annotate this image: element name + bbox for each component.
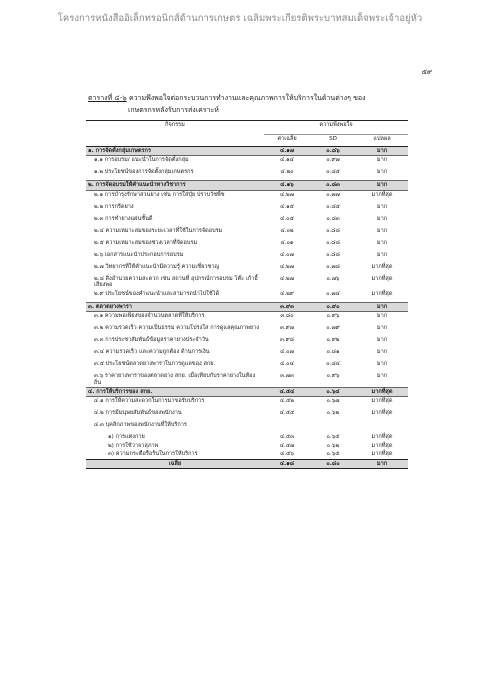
row-sd: ๐.๘๘ — [326, 239, 340, 246]
row-label: ๑. การจัดตั้งกลุ่มเกษตรกร — [86, 147, 264, 156]
section-row — [86, 147, 408, 156]
row-level: มากที่สุด — [371, 410, 393, 417]
row-label: ๒.๙ ประโยชน์ของคำแนะนำและสามารถนำไปใช้ได้ — [94, 290, 220, 297]
row-level: มาก — [376, 325, 388, 332]
satisfaction-table — [86, 120, 408, 469]
row-sd: ๐.๘๕ — [326, 169, 340, 176]
row-label: ๓.๔ ความรวดเร็ว และความถูกต้อง ด้านการเงิน — [94, 349, 210, 356]
row-mean: ๔.๑๘ — [264, 459, 310, 468]
row-label: ๓) ความกระตือรือร้นในการให้บริการ — [108, 451, 198, 458]
header-satisfaction: ความพึงพอใจ — [264, 121, 408, 135]
row-level: มาก — [376, 313, 388, 320]
row-label: ๒.๖ เอกสารแนะนำประกอบการอบรม — [94, 251, 184, 258]
row-sd: ๐.๘๓ — [326, 215, 340, 222]
row-label: ๑) การแต่งกาย — [108, 434, 145, 441]
row-label: ๓. ตลาดยางพารา — [86, 302, 264, 311]
row-label: ๓.๓ การประชาสัมพันธ์ข้อมูลราคายางประจำวัน — [94, 337, 209, 344]
row-level: มาก — [376, 215, 388, 222]
row-level: มากที่สุด — [371, 398, 393, 405]
row-mean: ๔.๒๗ — [280, 275, 294, 282]
table-row — [86, 290, 408, 303]
row-mean — [264, 421, 310, 433]
row-mean: ๔.๒๙ — [280, 290, 294, 297]
row-mean: ๔.๕๕ — [279, 410, 295, 417]
row-sd: ๐.๖๕ — [326, 451, 340, 458]
row-sd: ๐.๘๖ — [310, 147, 356, 156]
row-mean: ๔.๐๒ — [280, 227, 294, 234]
row-sd: ๐.๖๒ — [326, 410, 340, 417]
row-label: ๒.๔ ความเหมาะสมของระยะเวลาที่ใช้ในการจัดอบรม — [94, 227, 223, 234]
row-level: มากที่สุด — [371, 451, 393, 458]
table-row — [86, 227, 408, 239]
row-mean: ๔.๐๗ — [280, 349, 294, 356]
row-level: มาก — [376, 373, 388, 380]
row-label: ๓.๖ ราคายางพาราของตลาดยาง สกย. เมื่อเทียบกับราคายางในท้องถิ่น — [94, 373, 256, 386]
row-mean: ๔.๒๐ — [280, 169, 294, 176]
row-label: ๒.๘ สิ่งอำนวยความสะดวก เช่น สถานที่ อุปกรณ์การอบรม โต๊ะ เก้าอี้ เสียงพอ — [94, 275, 258, 289]
page-number: ๕๙ — [421, 68, 432, 76]
row-mean: ๔.๐๗ — [280, 251, 294, 258]
table-row — [86, 360, 408, 372]
row-sd: ๐.๖๒ — [326, 442, 340, 449]
row-mean: ๓.๗๓ — [280, 373, 294, 380]
row-label: ๒.๑ การบำรุงรักษาสวนยาง เช่น การใส่ปุ๋ย ปราบวัชพืช — [94, 191, 225, 198]
row-sd: ๐.๘๘ — [326, 251, 340, 258]
row-level: มากที่สุด — [371, 290, 393, 297]
row-level: มาก — [356, 147, 408, 156]
row-mean: ๔.๑๗ — [264, 147, 310, 156]
row-level: มาก — [356, 181, 408, 190]
table-row — [86, 348, 408, 360]
row-label: ๒.๒ การกรีดยาง — [94, 203, 134, 210]
row-level: มาก — [376, 251, 388, 258]
row-mean: ๔.๕๒ — [280, 398, 294, 405]
row-mean: ๓.๙๗ — [280, 325, 294, 332]
table-row — [86, 190, 408, 203]
row-sd: ๐.๘๓ — [310, 181, 356, 190]
row-sd: ๐.๗๙ — [326, 325, 340, 332]
section-row — [86, 302, 408, 311]
row-level: มาก — [356, 459, 408, 468]
table-row — [86, 215, 408, 227]
table-row — [86, 433, 408, 441]
table-row — [86, 397, 408, 410]
row-label: ๔. การให้บริการของ สกย. — [86, 387, 264, 396]
row-mean: ๔.๑๕ — [280, 203, 294, 210]
row-level: มาก — [376, 239, 388, 246]
table-body — [86, 147, 408, 469]
header-topic: กิจกรรม — [86, 121, 264, 147]
row-level: มาก — [356, 302, 408, 311]
header-sd: SD — [310, 135, 356, 147]
table-caption — [88, 92, 408, 116]
row-level: มาก — [376, 361, 388, 368]
row-mean: ๓.๙๓ — [264, 302, 310, 311]
row-mean: ๔.๕๖ — [280, 451, 294, 458]
row-level: มากที่สุด — [371, 191, 393, 198]
table-row — [86, 275, 408, 290]
row-mean: ๔.๐๔ — [280, 361, 294, 368]
row-mean: ๔.๕๗ — [279, 442, 295, 449]
row-sd: ๐.๘๐ — [310, 459, 356, 468]
row-mean: ๔.๕๔ — [264, 387, 310, 396]
row-level: มาก — [376, 169, 388, 176]
table-row — [86, 421, 408, 433]
row-label: เฉลี่ย — [86, 459, 264, 468]
section-row — [86, 181, 408, 190]
table-row — [86, 312, 408, 325]
row-sd: ๐.๙๖ — [326, 313, 340, 320]
table-row — [86, 168, 408, 181]
row-label: ๒.๕ ความเหมาะสมของช่วงเวลาที่จัดอบรม — [94, 239, 198, 246]
row-mean: ๔.๑๖ — [264, 181, 310, 190]
row-mean: ๓.๘๐ — [280, 313, 294, 320]
row-sd: ๐.๘๘ — [326, 227, 340, 234]
row-sd: ๐.๘๕ — [326, 203, 340, 210]
row-label: ๓.๕ ประโยชน์ตลาดยางพาราในการดูแลของ สกย. — [94, 361, 216, 368]
table-row — [86, 442, 408, 450]
row-level: มาก — [376, 349, 388, 356]
row-mean: ๔.๐๕ — [280, 215, 294, 222]
row-label: ๓.๑ ความพอเพียงของจำนวนตลาดที่ให้บริการ — [94, 313, 205, 320]
row-level: มากที่สุด — [371, 434, 393, 441]
table-row — [86, 203, 408, 215]
table-row — [86, 372, 408, 387]
row-sd: ๐.๖๗ — [326, 398, 340, 405]
table-title: ความพึงพอใจต่อกระบวนการทำงานและคุณภาพการให้บริการในด้านต่างๆ ของ — [128, 94, 366, 102]
header-level: แปลผล — [356, 135, 408, 147]
row-label: ๒.๗ วิทยากรที่ให้คำแนะนำมีความรู้ ความเชี่ยวชาญ — [94, 263, 220, 270]
total-row — [86, 459, 408, 468]
table-row — [86, 324, 408, 336]
row-sd: ๐.๗๖ — [326, 275, 340, 282]
row-mean: ๔.๑๔ — [280, 157, 294, 164]
row-level: มาก — [376, 337, 388, 344]
table-number: ตารางที่ ๔-๖ — [88, 94, 127, 102]
row-mean: ๓.๙๘ — [279, 337, 294, 344]
table-row — [86, 450, 408, 459]
row-level: มากที่สุด — [371, 275, 393, 282]
row-level: มากที่สุด — [356, 387, 408, 396]
row-label: ๔.๒ การมีมนุษยสัมพันธ์ของพนักงาน — [94, 410, 182, 417]
row-level: มาก — [376, 203, 388, 210]
row-sd: ๐.๗๗ — [326, 191, 340, 198]
row-label: ๔.๑ การให้ความสะดวกในการมาขอรับบริการ — [94, 398, 205, 405]
row-level: มาก — [376, 157, 388, 164]
table-row — [86, 263, 408, 275]
row-mean: ๔.๒๗ — [280, 191, 294, 198]
row-sd: ๐.๘๑ — [326, 349, 340, 356]
table-row — [86, 239, 408, 251]
row-label: ๒.๓ การทำยางแผ่นชั้นดี — [94, 215, 153, 222]
table-row — [86, 251, 408, 263]
section-row — [86, 387, 408, 396]
row-label: ๑.๑ การอบรม/ แนะนำในการจัดตั้งกลุ่ม — [94, 157, 189, 164]
row-sd: ๐.๖๔ — [310, 387, 356, 396]
row-label: ๒. การจัดอบรมให้คำแนะนำทางวิชาการ — [86, 181, 264, 190]
table-title-continuation: เกษตรกรหลังรับการส่งเคราะห์ — [128, 106, 219, 114]
row-level — [356, 421, 408, 433]
row-sd: ๐.๗๘ — [326, 263, 340, 270]
row-sd: ๐.๙๖ — [326, 373, 340, 380]
row-label: ๓.๒ ความรวดเร็ว ความเป็นธรรม ความโปร่งใส การดูแลคุณภาพยาง — [94, 325, 259, 332]
row-sd: ๐.๘๔ — [326, 361, 340, 368]
row-sd: ๐.๖๕ — [326, 434, 340, 441]
row-level: มากที่สุด — [371, 442, 393, 449]
book-header: โครงการหนังสืออิเล็กทรอนิกส์ด้านการเกษตร เฉลิมพระเกียรติพระบาทสมเด็จพระเจ้าอยู่หัว — [57, 13, 423, 24]
table-row — [86, 409, 408, 421]
row-sd: ๐.๙๗ — [326, 157, 340, 164]
row-level: มากที่สุด — [371, 263, 393, 270]
table-row — [86, 156, 408, 169]
row-mean: ๔.๒๗ — [280, 263, 294, 270]
row-sd: ๐.๗๔ — [326, 290, 340, 297]
row-sd — [310, 421, 356, 433]
row-label: ๔.๓ บุคลิกภาพของพนักงานที่ให้บริการ — [94, 422, 187, 429]
row-level: มาก — [376, 227, 388, 234]
row-label: ๒) การใช้วาจาสุภาพ — [108, 442, 159, 449]
row-label: ๑.๒ ประโยชน์ของการจัดตั้งกลุ่มเกษตรกร — [94, 169, 194, 176]
table-row — [86, 336, 408, 348]
row-mean: ๔.๕๓ — [279, 434, 295, 441]
row-mean: ๔.๐๑ — [280, 239, 294, 246]
row-sd: ๐.๙๐ — [310, 302, 356, 311]
row-sd: ๐.๙๒ — [326, 337, 340, 344]
header-mean: ค่าเฉลี่ย — [264, 135, 310, 147]
